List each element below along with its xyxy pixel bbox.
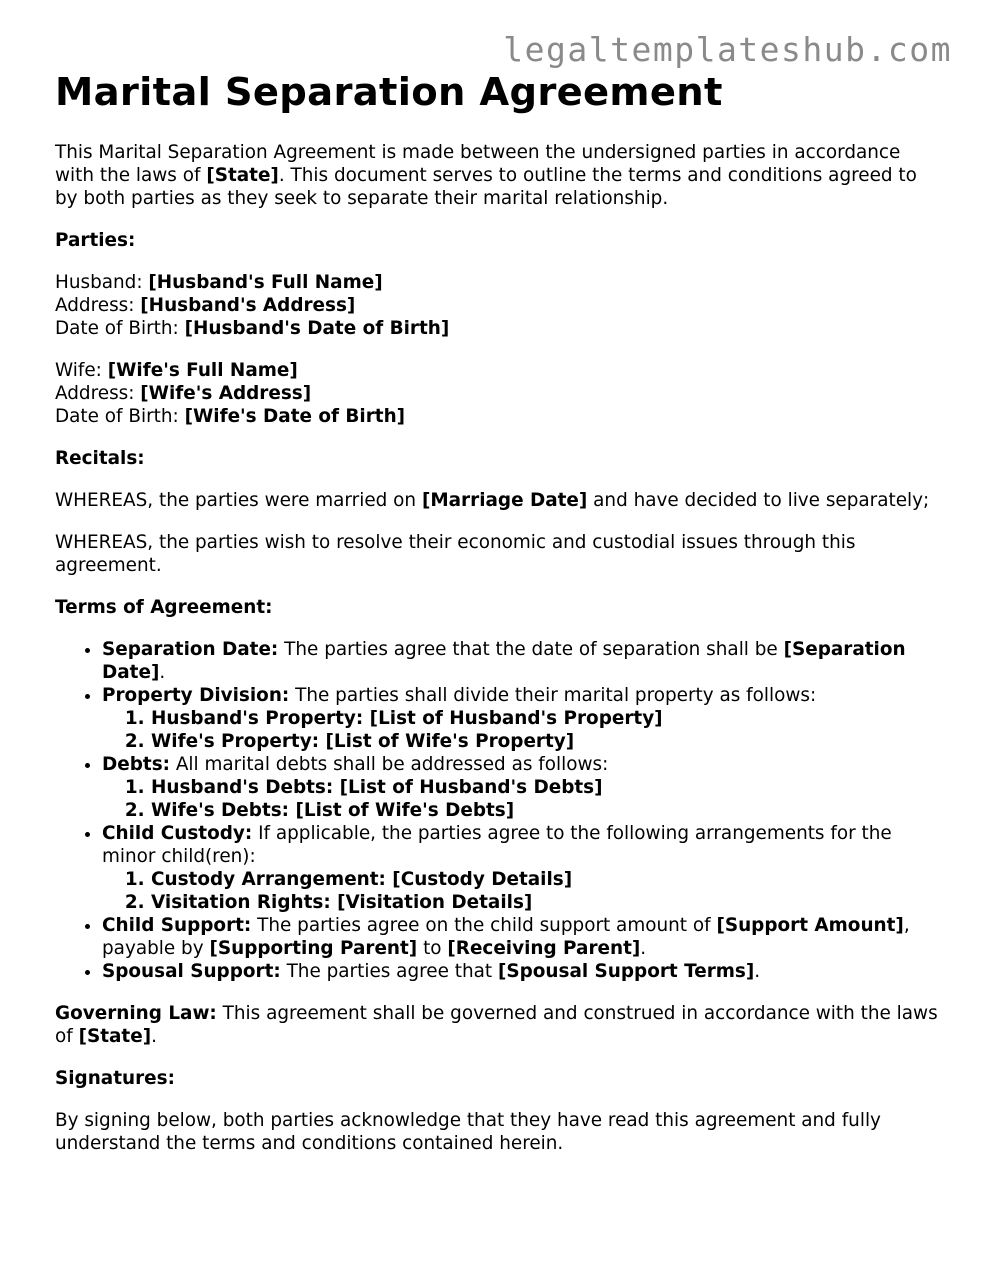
separation-date-value: [Separation Date]	[102, 639, 906, 683]
governing-law-text: This agreement shall be governed and construed in accordance with the laws of	[55, 1003, 938, 1047]
wife-block	[55, 359, 945, 428]
sublist-item: 1. Custody Arrangement: [Custody Details]	[151, 868, 945, 891]
husband-name-line	[55, 271, 945, 294]
intro-paragraph	[55, 141, 945, 210]
intro-text-2: . This document serves to outline the terms and conditions agreed to by both parties as they seek to separate their marital relationship.	[55, 165, 917, 209]
term-label: Child Custody:	[102, 823, 253, 844]
recitals-heading: Recitals:	[55, 448, 145, 469]
governing-law-state: [State]	[78, 1026, 152, 1047]
governing-law-end: .	[151, 1026, 157, 1047]
document-page	[55, 70, 945, 1155]
wife-name-line	[55, 359, 945, 382]
term-text: The parties agree on the child support amount of	[251, 915, 717, 936]
watermark: legaltemplateshub.com	[503, 30, 952, 69]
husband-dob-label: Date of Birth:	[55, 318, 185, 339]
support-amount: [Support Amount]	[716, 915, 904, 936]
intro-text-1: This Marital Separation Agreement is made between the undersigned parties in accordance with the laws of	[55, 142, 901, 186]
sublist-item: 2. Visitation Rights: [Visitation Details]	[151, 891, 945, 914]
term-child-custody	[102, 822, 945, 914]
term-text: The parties shall divide their marital property as follows:	[289, 685, 817, 706]
signatures-text: By signing below, both parties acknowledge that they have read this agreement and fully understand the terms and conditions contained herein.	[55, 1110, 881, 1154]
term-end: .	[159, 662, 166, 683]
wife-name-label: Wife:	[55, 360, 108, 381]
terms-list	[55, 638, 945, 983]
recital-1-end: and have decided to live separately;	[587, 490, 930, 511]
intro-state: [State]	[206, 165, 279, 186]
supporting-parent: [Supporting Parent]	[209, 938, 418, 959]
wife-name: [Wife's Full Name]	[107, 360, 298, 381]
term-text: If applicable, the parties agree to the following arrangements for the minor child(ren):	[102, 823, 892, 867]
parties-heading: Parties:	[55, 230, 136, 251]
wife-dob: [Wife's Date of Birth]	[184, 406, 406, 427]
wife-address-label: Address:	[55, 383, 141, 404]
term-text: to	[417, 938, 448, 959]
marriage-date: [Marriage Date]	[421, 490, 588, 511]
custody-sublist	[102, 868, 945, 914]
document-title: Marital Separation Agreement	[55, 70, 723, 115]
term-end: .	[754, 961, 761, 982]
term-spousal-support	[102, 960, 945, 983]
husband-dob-line	[55, 317, 945, 340]
term-text: , payable by	[102, 915, 910, 959]
wife-address-line	[55, 382, 945, 405]
husband-name-label: Husband:	[55, 272, 149, 293]
receiving-parent: [Receiving Parent]	[447, 938, 641, 959]
husband-address-line	[55, 294, 945, 317]
governing-law-label: Governing Law:	[55, 1003, 217, 1024]
property-sublist	[102, 707, 945, 753]
husband-name: [Husband's Full Name]	[148, 272, 383, 293]
term-debts	[102, 753, 945, 822]
recital-2: WHEREAS, the parties wish to resolve their economic and custodial issues through this agreement.	[55, 532, 856, 576]
term-label: Debts:	[102, 754, 170, 775]
husband-dob: [Husband's Date of Birth]	[184, 318, 450, 339]
recital-1-text: WHEREAS, the parties were married on	[55, 490, 422, 511]
sublist-item: 1. Husband's Property: [List of Husband's Property]	[151, 707, 945, 730]
husband-address: [Husband's Address]	[140, 295, 356, 316]
signatures-heading: Signatures:	[55, 1068, 175, 1089]
term-label: Spousal Support:	[102, 961, 281, 982]
governing-law	[55, 1002, 945, 1048]
husband-address-label: Address:	[55, 295, 141, 316]
term-text: The parties agree that	[280, 961, 498, 982]
term-text: The parties agree that the date of separation shall be	[278, 639, 784, 660]
sublist-item: 2. Wife's Debts: [List of Wife's Debts]	[151, 799, 945, 822]
sublist-item: 2. Wife's Property: [List of Wife's Property]	[151, 730, 945, 753]
term-separation-date	[102, 638, 945, 684]
term-property-division	[102, 684, 945, 753]
wife-dob-line	[55, 405, 945, 428]
term-text: All marital debts shall be addressed as follows:	[170, 754, 609, 775]
terms-heading: Terms of Agreement:	[55, 597, 273, 618]
term-label: Child Support:	[102, 915, 252, 936]
sublist-item: 1. Husband's Debts: [List of Husband's Debts]	[151, 776, 945, 799]
debts-sublist	[102, 776, 945, 822]
wife-dob-label: Date of Birth:	[55, 406, 185, 427]
spousal-support-terms: [Spousal Support Terms]	[497, 961, 755, 982]
recital-1	[55, 489, 945, 512]
husband-block	[55, 271, 945, 340]
term-child-support	[102, 914, 945, 960]
wife-address: [Wife's Address]	[140, 383, 312, 404]
term-label: Separation Date:	[102, 639, 279, 660]
term-label: Property Division:	[102, 685, 290, 706]
term-end: .	[640, 938, 647, 959]
